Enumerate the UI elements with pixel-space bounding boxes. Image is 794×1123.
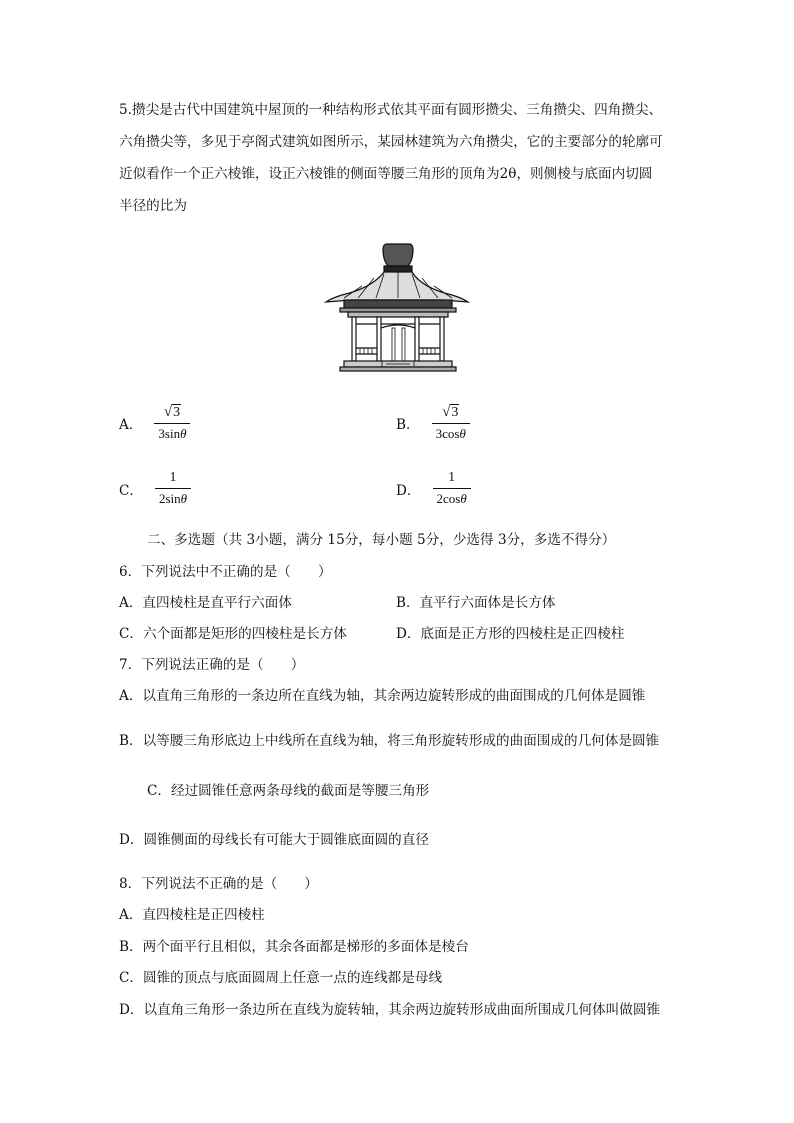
q7-option-a[interactable]: A．以直角三角形的一条边所在直线为轴，其余两边旋转形成的曲面围成的几何体是圆锥 — [119, 688, 646, 704]
q5-option-a-num: 3 — [173, 405, 181, 420]
q5-line-4: 半径的比为 — [119, 198, 187, 214]
q5-line-2: 六角攒尖等，多见于亭阁式建筑如图所示，某园林建筑为六角攒尖，它的主要部分的轮廓可 — [119, 134, 663, 150]
q5-option-c-fraction — [155, 470, 191, 507]
q8-option-a[interactable]: A．直四棱柱是正四棱柱 — [119, 907, 265, 923]
q5-option-a-label: A． — [119, 417, 143, 434]
q5-option-d-fraction — [433, 470, 471, 507]
q5-option-a-theta: θ — [180, 426, 187, 442]
q5-option-b[interactable] — [396, 404, 470, 442]
q6-stem: 6．下列说法中不正确的是（ ） — [119, 564, 332, 580]
q5-option-c[interactable] — [119, 470, 191, 507]
q5-line-3: 近似看作一个正六棱锥，设正六棱锥的侧面等腰三角形的顶角为2θ，则侧棱与底面内切圆 — [119, 166, 653, 182]
q8-option-b[interactable]: B．两个面平行且相似，其余各面都是梯形的多面体是棱台 — [119, 939, 469, 955]
q6-option-c[interactable]: C．六个面都是矩形的四棱柱是长方体 — [119, 626, 347, 642]
q5-option-b-den: 3cos — [435, 426, 460, 442]
section-heading: 二、多选题（共 3小题，满分 15分，每小题 5分，少选得 3分，多选不得分） — [147, 532, 616, 548]
q5-option-c-den: 2sin — [159, 491, 181, 506]
q6-option-b[interactable]: B．直平行六面体是长方体 — [396, 595, 556, 611]
q7-stem: 7．下列说法正确的是（ ） — [119, 657, 305, 673]
q6-option-a[interactable]: A．直四棱柱是直平行六面体 — [119, 595, 292, 611]
q5-option-c-label: C． — [119, 482, 143, 499]
q8-option-c[interactable]: C．圆锥的顶点与底面圆周上任意一点的连线都是母线 — [119, 970, 443, 986]
q7-option-c[interactable]: C．经过圆锥任意两条母线的截面是等腰三角形 — [147, 783, 430, 799]
q5-option-a-fraction: √ 3 3sinθ — [154, 404, 190, 442]
q5-option-c-num: 1 — [169, 470, 177, 485]
q5-option-d-num: 1 — [448, 470, 456, 485]
pavilion-illustration — [322, 240, 472, 374]
q5-option-b-fraction: √ 3 3cosθ — [432, 404, 470, 442]
q5-option-b-num: 3 — [451, 405, 459, 420]
q5-option-d-theta: θ — [460, 491, 467, 506]
q5-option-c-theta: θ — [180, 491, 188, 506]
q5-option-d[interactable] — [396, 470, 471, 507]
q5-line-1: 5.攒尖是古代中国建筑中屋顶的一种结构形式依其平面有圆形攒尖、三角攒尖、四角攒尖、 — [119, 102, 663, 118]
q8-stem: 8．下列说法不正确的是（ ） — [119, 876, 318, 892]
q5-option-d-den: 2cos — [436, 491, 461, 506]
q5-option-b-label: B． — [396, 417, 420, 434]
q7-option-d[interactable]: D．圆锥侧面的母线长有可能大于圆锥底面圆的直径 — [119, 832, 429, 848]
q5-option-a-den: 3sin — [158, 426, 181, 442]
q5-option-d-label: D． — [396, 482, 421, 499]
q5-option-a[interactable] — [119, 404, 190, 442]
q8-option-d[interactable]: D．以直角三角形一条边所在直线为旋转轴，其余两边旋转形成曲面所围成几何体叫做圆锥 — [119, 1002, 661, 1018]
q7-option-b[interactable]: B．以等腰三角形底边上中线所在直线为轴，将三角形旋转形成的曲面围成的几何体是圆锥 — [119, 733, 660, 749]
q6-option-d[interactable]: D．底面是正方形的四棱柱是正四棱柱 — [396, 626, 625, 642]
q5-option-b-theta: θ — [459, 426, 466, 442]
